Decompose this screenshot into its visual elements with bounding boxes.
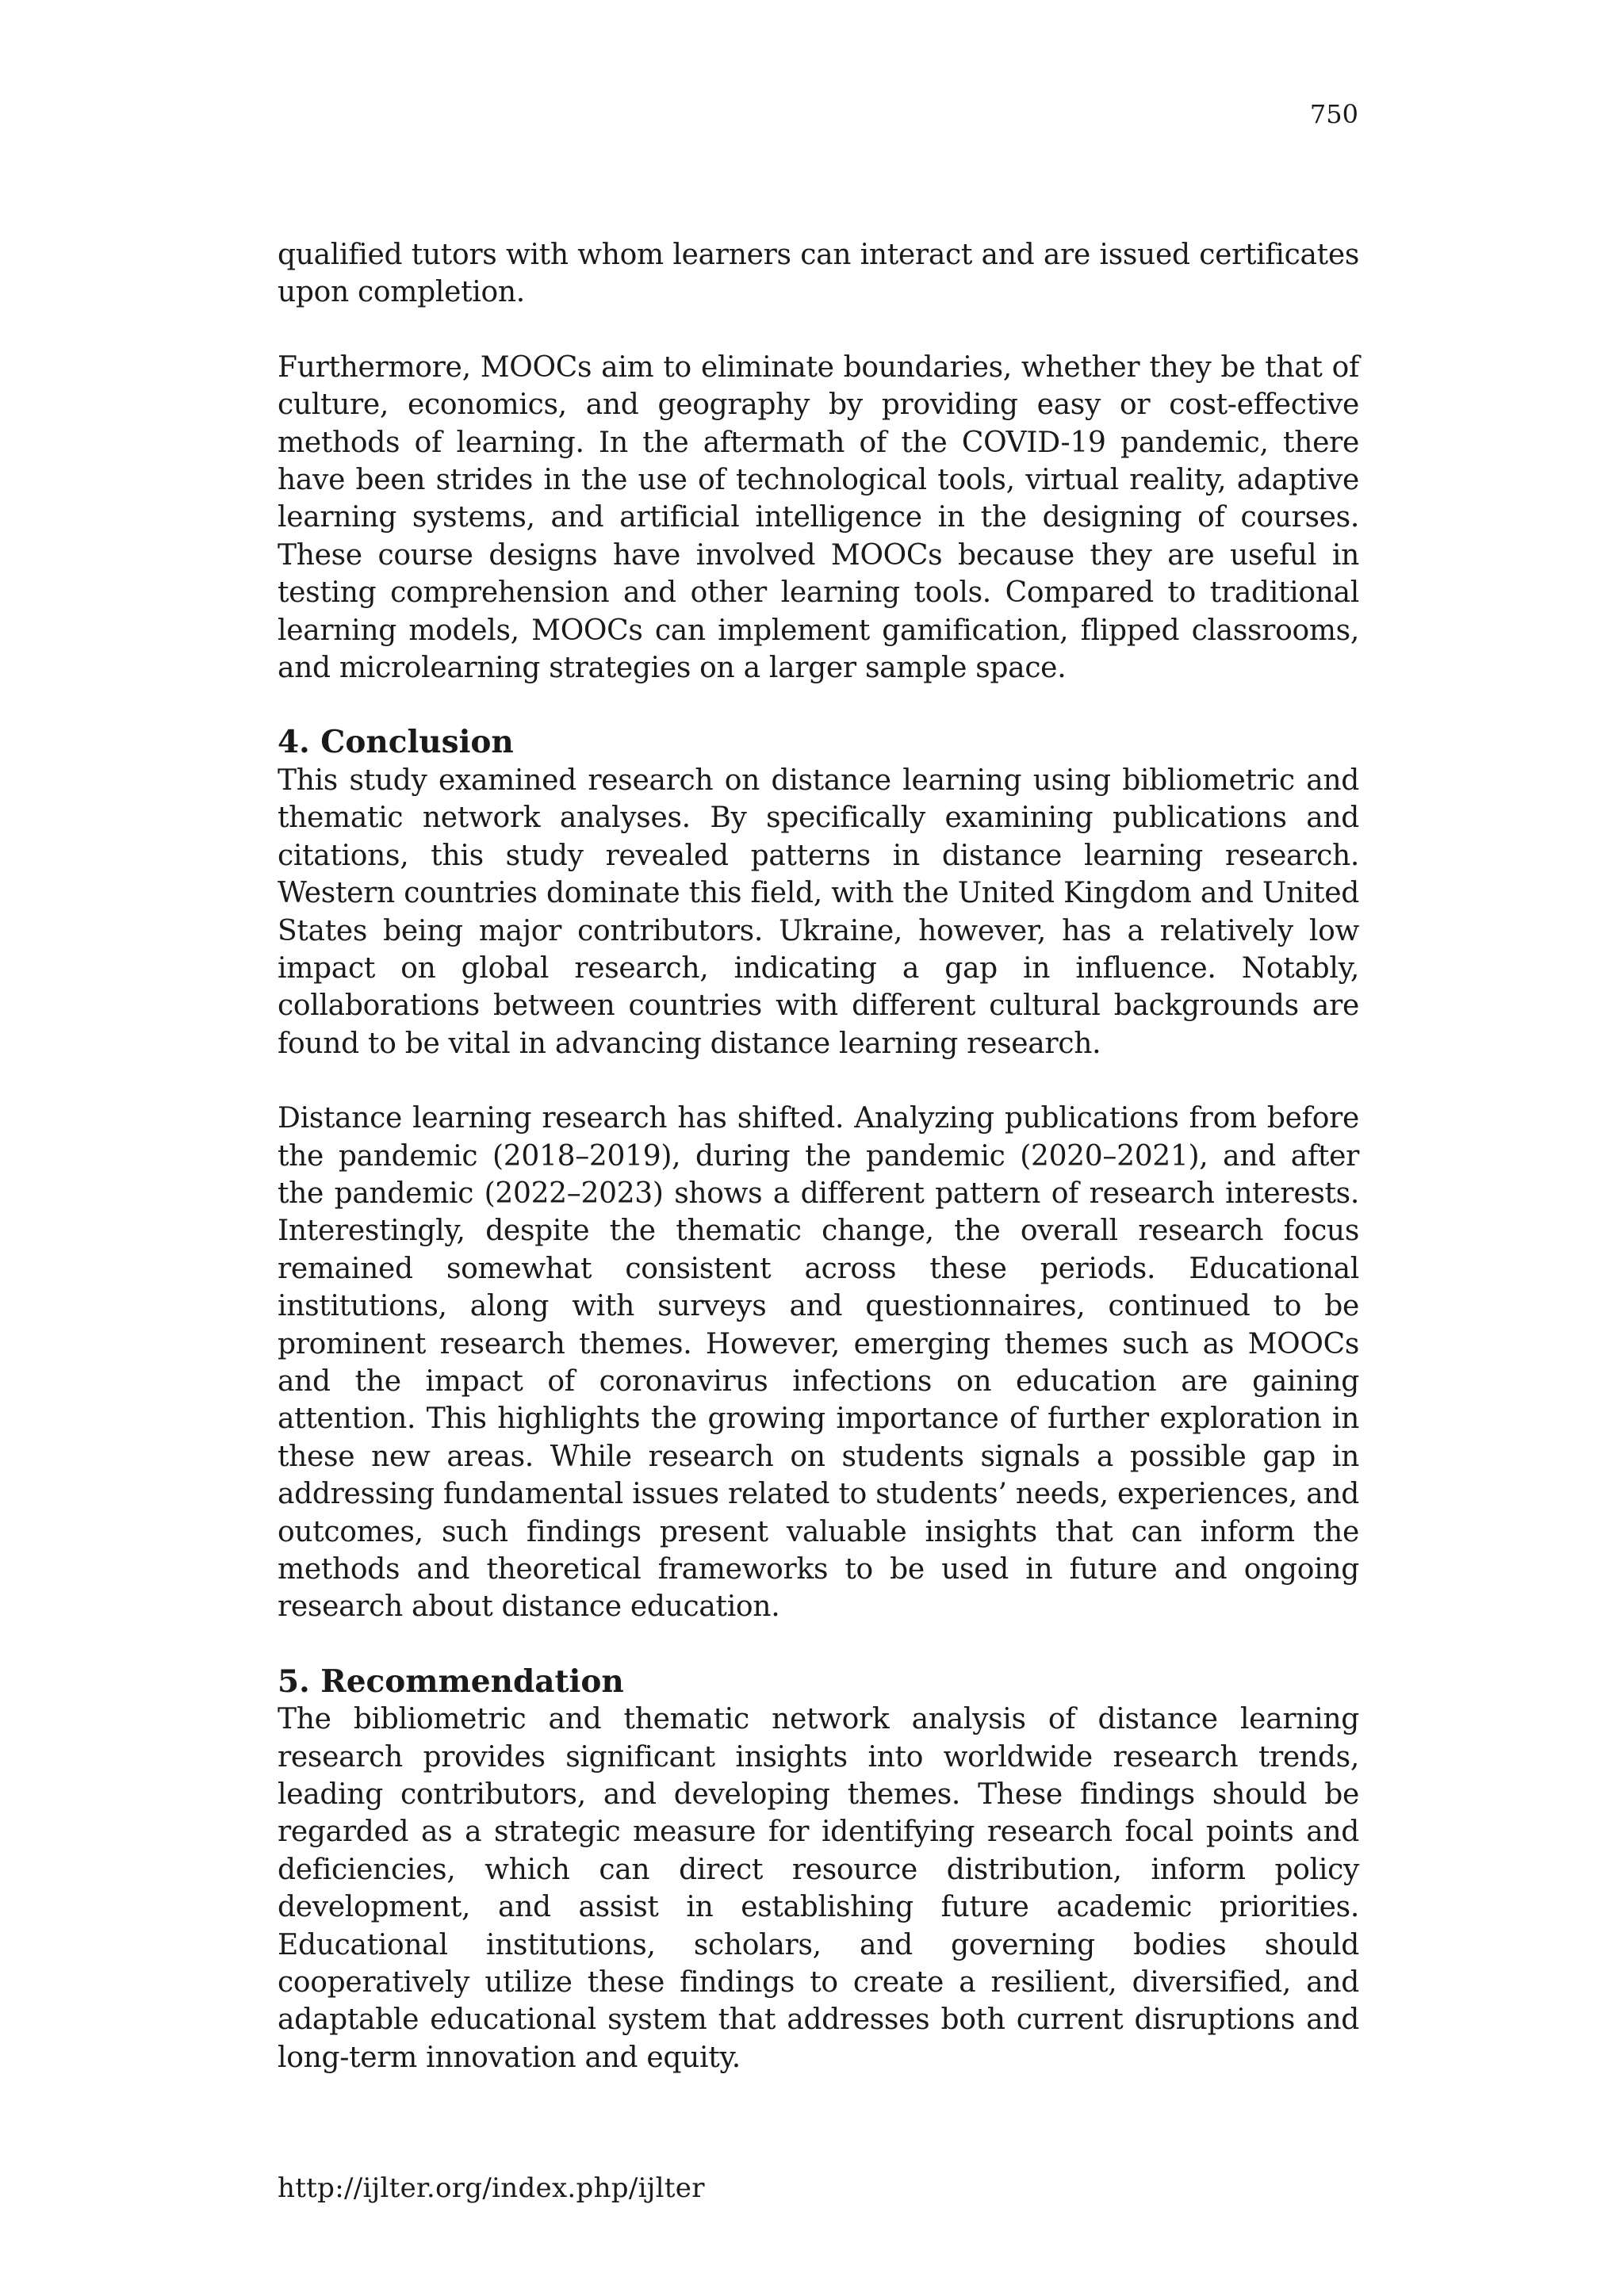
section-heading-conclusion: 4. Conclusion [278, 724, 514, 761]
body-paragraph: The bibliometric and thematic network analysis of distance learning research provides significant insights into worldwide research trends, leading contributors, and developing themes. These findings should be regarded as a strategic measure for identifying research focal points and deficiencies, which can direct resource distribution, inform policy development, and assist in establishing future academic priorities. Educational institutions, scholars, and governing bodies should cooperatively utilize these findings to create a resilient, diversified, and adaptable educational system that addresses both current disruptions and long-term innovation and equity. [278, 1703, 1359, 2074]
footer-url: http://ijlter.org/index.php/ijlter [278, 2172, 705, 2204]
page-number: 750 [1309, 99, 1358, 129]
body-paragraph: Furthermore, MOOCs aim to eliminate boundaries, whether they be that of culture, economics, and geography by providing easy or cost-effective methods of learning. In the aftermath of the COVID-19 pandemic, there have been strides in the use of technological tools, virtual reality, adaptive learning systems, and artificial intelligence in the designing of courses. These course designs have involved MOOCs because they are useful in testing comprehension and other learning tools. Compared to traditional learning models, MOOCs can implement gamification, flipped classrooms, and microlearning strategies on a larger sample space. [278, 350, 1359, 685]
body-paragraph: qualified tutors with whom learners can interact and are issued certificates upon completion. [278, 239, 1359, 309]
body-paragraph: Distance learning research has shifted. Analyzing publications from before the pandemic (2018–2019), during the pandemic (2020–2021), and after the pandemic (2022–2023) shows a different pattern of research interests. Interestingly, despite the thematic change, the overall research focus remained somewhat consistent across these periods. Educational institutions, along with surveys and questionnaires, continued to be prominent research themes. However, emerging themes such as MOOCs and the impact of coronavirus infections on education are gaining attention. This highlights the growing importance of further exploration in these new areas. While research on students signals a possible gap in addressing fundamental issues related to students’ needs, experiences, and outcomes, such findings present valuable insights that can inform the methods and theoretical frameworks to be used in future and ongoing research about distance education. [278, 1102, 1359, 1624]
article-body [278, 236, 1359, 2076]
body-paragraph: This study examined research on distance learning using bibliometric and thematic network analyses. By specifically examining publications and citations, this study revealed patterns in distance learning research. Western countries dominate this field, with the United Kingdom and United States being major contributors. Ukraine, however, has a relatively low impact on global research, indicating a gap in influence. Notably, collaborations between countries with different cultural backgrounds are found to be vital in advancing distance learning research. [278, 763, 1359, 1060]
section-heading-recommendation: 5. Recommendation [278, 1663, 624, 1700]
